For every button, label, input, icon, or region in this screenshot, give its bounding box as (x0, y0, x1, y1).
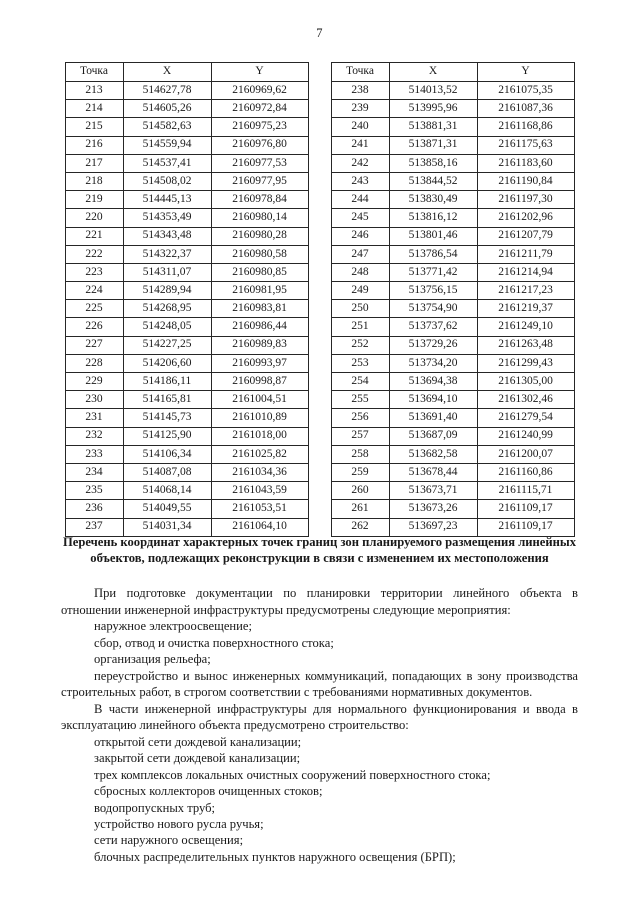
cell-point: 257 (331, 427, 389, 445)
paragraph-intro: При подготовке документации по планировки территории линейного объекта в отношении инженерной инфраструктуры предусмотрены следующие мероприятия: (61, 586, 578, 617)
cell-y: 2161207,79 (477, 227, 574, 245)
cell-x: 514227,25 (123, 336, 211, 354)
table-row (331, 282, 574, 300)
cell-point: 239 (331, 100, 389, 118)
coordinate-tables-container (0, 62, 639, 537)
cell-x: 513694,38 (389, 373, 477, 391)
cell-point: 215 (65, 118, 123, 136)
cell-x: 514049,55 (123, 500, 211, 518)
cell-point: 229 (65, 373, 123, 391)
cell-point: 248 (331, 263, 389, 281)
table-row (65, 409, 308, 427)
cell-point: 221 (65, 227, 123, 245)
cell-point: 224 (65, 282, 123, 300)
cell-y: 2160976,80 (211, 136, 308, 154)
cell-y: 2161168,86 (477, 118, 574, 136)
table-row (331, 136, 574, 154)
cell-point: 219 (65, 191, 123, 209)
cell-y: 2160980,14 (211, 209, 308, 227)
cell-y: 2160983,81 (211, 300, 308, 318)
table-row (331, 100, 574, 118)
table-row (331, 336, 574, 354)
list-item: трех комплексов локальных очистных сооружений поверхностного стока; (94, 767, 491, 782)
table-row (331, 409, 574, 427)
cell-y: 2160998,87 (211, 373, 308, 391)
cell-point: 225 (65, 300, 123, 318)
cell-point: 232 (65, 427, 123, 445)
cell-x: 514087,08 (123, 463, 211, 481)
cell-x: 513881,31 (389, 118, 477, 136)
cell-x: 514508,02 (123, 172, 211, 190)
cell-y: 2161064,10 (211, 518, 308, 536)
cell-x: 513694,10 (389, 391, 477, 409)
cell-y: 2161109,17 (477, 500, 574, 518)
table-row (65, 263, 308, 281)
table-row (331, 373, 574, 391)
table-row (65, 445, 308, 463)
cell-y: 2161211,79 (477, 245, 574, 263)
cell-point: 260 (331, 482, 389, 500)
cell-x: 513687,09 (389, 427, 477, 445)
cell-point: 226 (65, 318, 123, 336)
cell-x: 514206,60 (123, 354, 211, 372)
table-header-row (65, 63, 308, 82)
cell-point: 254 (331, 373, 389, 391)
table-row (331, 154, 574, 172)
cell-x: 513729,26 (389, 336, 477, 354)
cell-point: 253 (331, 354, 389, 372)
table-body-right (331, 82, 574, 537)
cell-x: 513697,23 (389, 518, 477, 536)
cell-y: 2161109,17 (477, 518, 574, 536)
cell-point: 244 (331, 191, 389, 209)
table-header-row (331, 63, 574, 82)
cell-y: 2161160,86 (477, 463, 574, 481)
table-row (65, 172, 308, 190)
measures-list (61, 618, 578, 667)
table-row (331, 209, 574, 227)
table-row (331, 82, 574, 100)
cell-y: 2161219,37 (477, 300, 574, 318)
table-row (65, 373, 308, 391)
cell-y: 2160980,28 (211, 227, 308, 245)
table-row (331, 391, 574, 409)
table-row (331, 445, 574, 463)
cell-y: 2161197,30 (477, 191, 574, 209)
column-header-x: X (123, 63, 211, 82)
cell-x: 513737,62 (389, 318, 477, 336)
cell-y: 2161004,51 (211, 391, 308, 409)
list-item: организация рельефа; (94, 652, 211, 667)
cell-point: 217 (65, 154, 123, 172)
cell-y: 2161087,36 (477, 100, 574, 118)
cell-point: 250 (331, 300, 389, 318)
column-header-point: Точка (331, 63, 389, 82)
cell-x: 514353,49 (123, 209, 211, 227)
cell-x: 513673,71 (389, 482, 477, 500)
cell-point: 216 (65, 136, 123, 154)
cell-point: 262 (331, 518, 389, 536)
cell-y: 2160969,62 (211, 82, 308, 100)
cell-x: 513830,49 (389, 191, 477, 209)
cell-y: 2161053,51 (211, 500, 308, 518)
cell-y: 2161010,89 (211, 409, 308, 427)
cell-y: 2161025,82 (211, 445, 308, 463)
cell-point: 230 (65, 391, 123, 409)
cell-point: 228 (65, 354, 123, 372)
table-row (65, 482, 308, 500)
column-header-point: Точка (65, 63, 123, 82)
cell-x: 514031,34 (123, 518, 211, 536)
cell-y: 2160980,85 (211, 263, 308, 281)
table-row (331, 482, 574, 500)
cell-y: 2160989,83 (211, 336, 308, 354)
table-row (65, 427, 308, 445)
cell-point: 246 (331, 227, 389, 245)
cell-point: 255 (331, 391, 389, 409)
cell-point: 220 (65, 209, 123, 227)
cell-y: 2161034,36 (211, 463, 308, 481)
cell-y: 2160980,58 (211, 245, 308, 263)
cell-y: 2160972,84 (211, 100, 308, 118)
cell-y: 2161299,43 (477, 354, 574, 372)
table-row (65, 463, 308, 481)
coordinates-table-right (331, 62, 575, 537)
cell-x: 513871,31 (389, 136, 477, 154)
cell-x: 513786,54 (389, 245, 477, 263)
cell-point: 243 (331, 172, 389, 190)
cell-point: 245 (331, 209, 389, 227)
cell-point: 242 (331, 154, 389, 172)
cell-point: 237 (65, 518, 123, 536)
cell-x: 513673,26 (389, 500, 477, 518)
list-item: устройство нового русла ручья; (94, 817, 264, 831)
table-row (331, 500, 574, 518)
table-row (65, 245, 308, 263)
cell-x: 514343,48 (123, 227, 211, 245)
cell-x: 514627,78 (123, 82, 211, 100)
table-row (65, 336, 308, 354)
section-heading: Перечень координат характерных точек границ зон планируемого размещения линейных объектов, подлежащих реконструкции в связи с изменением их местоположения (62, 535, 577, 566)
list-item: наружное электроосвещение; (94, 619, 252, 634)
cell-x: 514311,07 (123, 263, 211, 281)
cell-y: 2161302,46 (477, 391, 574, 409)
cell-x: 514289,94 (123, 282, 211, 300)
table-row (65, 227, 308, 245)
cell-y: 2161202,96 (477, 209, 574, 227)
cell-y: 2161043,59 (211, 482, 308, 500)
cell-point: 214 (65, 100, 123, 118)
cell-x: 514268,95 (123, 300, 211, 318)
cell-point: 238 (331, 82, 389, 100)
cell-point: 252 (331, 336, 389, 354)
cell-y: 2161240,99 (477, 427, 574, 445)
table-row (331, 191, 574, 209)
cell-x: 513816,12 (389, 209, 477, 227)
cell-point: 258 (331, 445, 389, 463)
list-item: водопропускных труб; (94, 800, 216, 815)
cell-y: 2161190,84 (477, 172, 574, 190)
cell-x: 513844,52 (389, 172, 477, 190)
cell-x: 513771,42 (389, 263, 477, 281)
cell-x: 514248,05 (123, 318, 211, 336)
list-item: открытой сети дождевой канализации; (94, 734, 302, 749)
cell-point: 222 (65, 245, 123, 263)
list-item: закрытой сети дождевой канализации; (94, 751, 301, 766)
cell-point: 223 (65, 263, 123, 281)
table-row (331, 118, 574, 136)
cell-point: 213 (65, 82, 123, 100)
cell-y: 2160977,53 (211, 154, 308, 172)
table-row (331, 172, 574, 190)
construction-list (61, 734, 578, 866)
table-row (65, 136, 308, 154)
cell-y: 2161217,23 (477, 282, 574, 300)
cell-point: 251 (331, 318, 389, 336)
paragraph-construction: В части инженерной инфраструктуры для нормального функционирования и ввода в эксплуатацию линейного объекта предусмотрено строительство: (61, 701, 578, 733)
cell-y: 2160978,84 (211, 191, 308, 209)
table-row (65, 209, 308, 227)
paragraph-relocation: переустройство и вынос инженерных коммуникаций, попадающих в зону производства строительных работ, в строгом соответствии с требованиями нормативных документов. (61, 668, 578, 700)
table-row (331, 245, 574, 263)
cell-y: 2160986,44 (211, 318, 308, 336)
cell-point: 240 (331, 118, 389, 136)
cell-point: 241 (331, 136, 389, 154)
cell-point: 256 (331, 409, 389, 427)
table-row (331, 463, 574, 481)
cell-y: 2160975,23 (211, 118, 308, 136)
cell-point: 249 (331, 282, 389, 300)
column-header-y: Y (477, 63, 574, 82)
cell-x: 513858,16 (389, 154, 477, 172)
table-row (65, 391, 308, 409)
table-row (331, 300, 574, 318)
cell-x: 514537,41 (123, 154, 211, 172)
table-row (65, 300, 308, 318)
table-row (65, 154, 308, 172)
cell-x: 513734,20 (389, 354, 477, 372)
cell-x: 514559,94 (123, 136, 211, 154)
cell-x: 514582,63 (123, 118, 211, 136)
cell-x: 514165,81 (123, 391, 211, 409)
column-header-y: Y (211, 63, 308, 82)
cell-y: 2160977,95 (211, 172, 308, 190)
table-row (331, 263, 574, 281)
cell-x: 514013,52 (389, 82, 477, 100)
cell-point: 233 (65, 445, 123, 463)
cell-x: 514445,13 (123, 191, 211, 209)
cell-y: 2161305,00 (477, 373, 574, 391)
cell-x: 513754,90 (389, 300, 477, 318)
table-row (331, 227, 574, 245)
cell-y: 2161279,54 (477, 409, 574, 427)
page-number: 7 (316, 26, 323, 40)
list-item: сбор, отвод и очистка поверхностного стока; (94, 635, 334, 650)
cell-point: 235 (65, 482, 123, 500)
cell-y: 2161018,00 (211, 427, 308, 445)
table-row (331, 318, 574, 336)
document-body (61, 534, 578, 865)
cell-point: 247 (331, 245, 389, 263)
table-row (65, 118, 308, 136)
table-row (331, 427, 574, 445)
cell-point: 218 (65, 172, 123, 190)
cell-point: 234 (65, 463, 123, 481)
table-row (331, 354, 574, 372)
cell-point: 236 (65, 500, 123, 518)
list-item: сети наружного освещения; (94, 833, 244, 848)
cell-x: 513678,44 (389, 463, 477, 481)
cell-y: 2161200,07 (477, 445, 574, 463)
table-row (65, 82, 308, 100)
table-row (65, 354, 308, 372)
cell-point: 261 (331, 500, 389, 518)
cell-y: 2161214,94 (477, 263, 574, 281)
cell-y: 2161075,35 (477, 82, 574, 100)
table-body-left (65, 82, 308, 537)
cell-point: 259 (331, 463, 389, 481)
cell-y: 2161115,71 (477, 482, 574, 500)
cell-point: 231 (65, 409, 123, 427)
cell-y: 2161175,63 (477, 136, 574, 154)
cell-x: 514322,37 (123, 245, 211, 263)
cell-x: 514605,26 (123, 100, 211, 118)
cell-y: 2160981,95 (211, 282, 308, 300)
cell-x: 514186,11 (123, 373, 211, 391)
list-item: сбросных коллекторов очищенных стоков; (94, 784, 323, 799)
cell-x: 513682,58 (389, 445, 477, 463)
table-row (65, 500, 308, 518)
cell-x: 513691,40 (389, 409, 477, 427)
cell-y: 2160993,97 (211, 354, 308, 372)
cell-y: 2161263,48 (477, 336, 574, 354)
list-item: блочных распределительных пунктов наружного освещения (БРП); (94, 849, 456, 864)
table-row (65, 100, 308, 118)
cell-x: 514106,34 (123, 445, 211, 463)
table-row (65, 318, 308, 336)
cell-x: 514145,73 (123, 409, 211, 427)
cell-point: 227 (65, 336, 123, 354)
column-header-x: X (389, 63, 477, 82)
cell-x: 513995,96 (389, 100, 477, 118)
cell-x: 514125,90 (123, 427, 211, 445)
cell-x: 514068,14 (123, 482, 211, 500)
cell-x: 513801,46 (389, 227, 477, 245)
table-row (65, 282, 308, 300)
cell-y: 2161183,60 (477, 154, 574, 172)
table-row (65, 191, 308, 209)
coordinates-table-left (65, 62, 309, 537)
cell-y: 2161249,10 (477, 318, 574, 336)
cell-x: 513756,15 (389, 282, 477, 300)
